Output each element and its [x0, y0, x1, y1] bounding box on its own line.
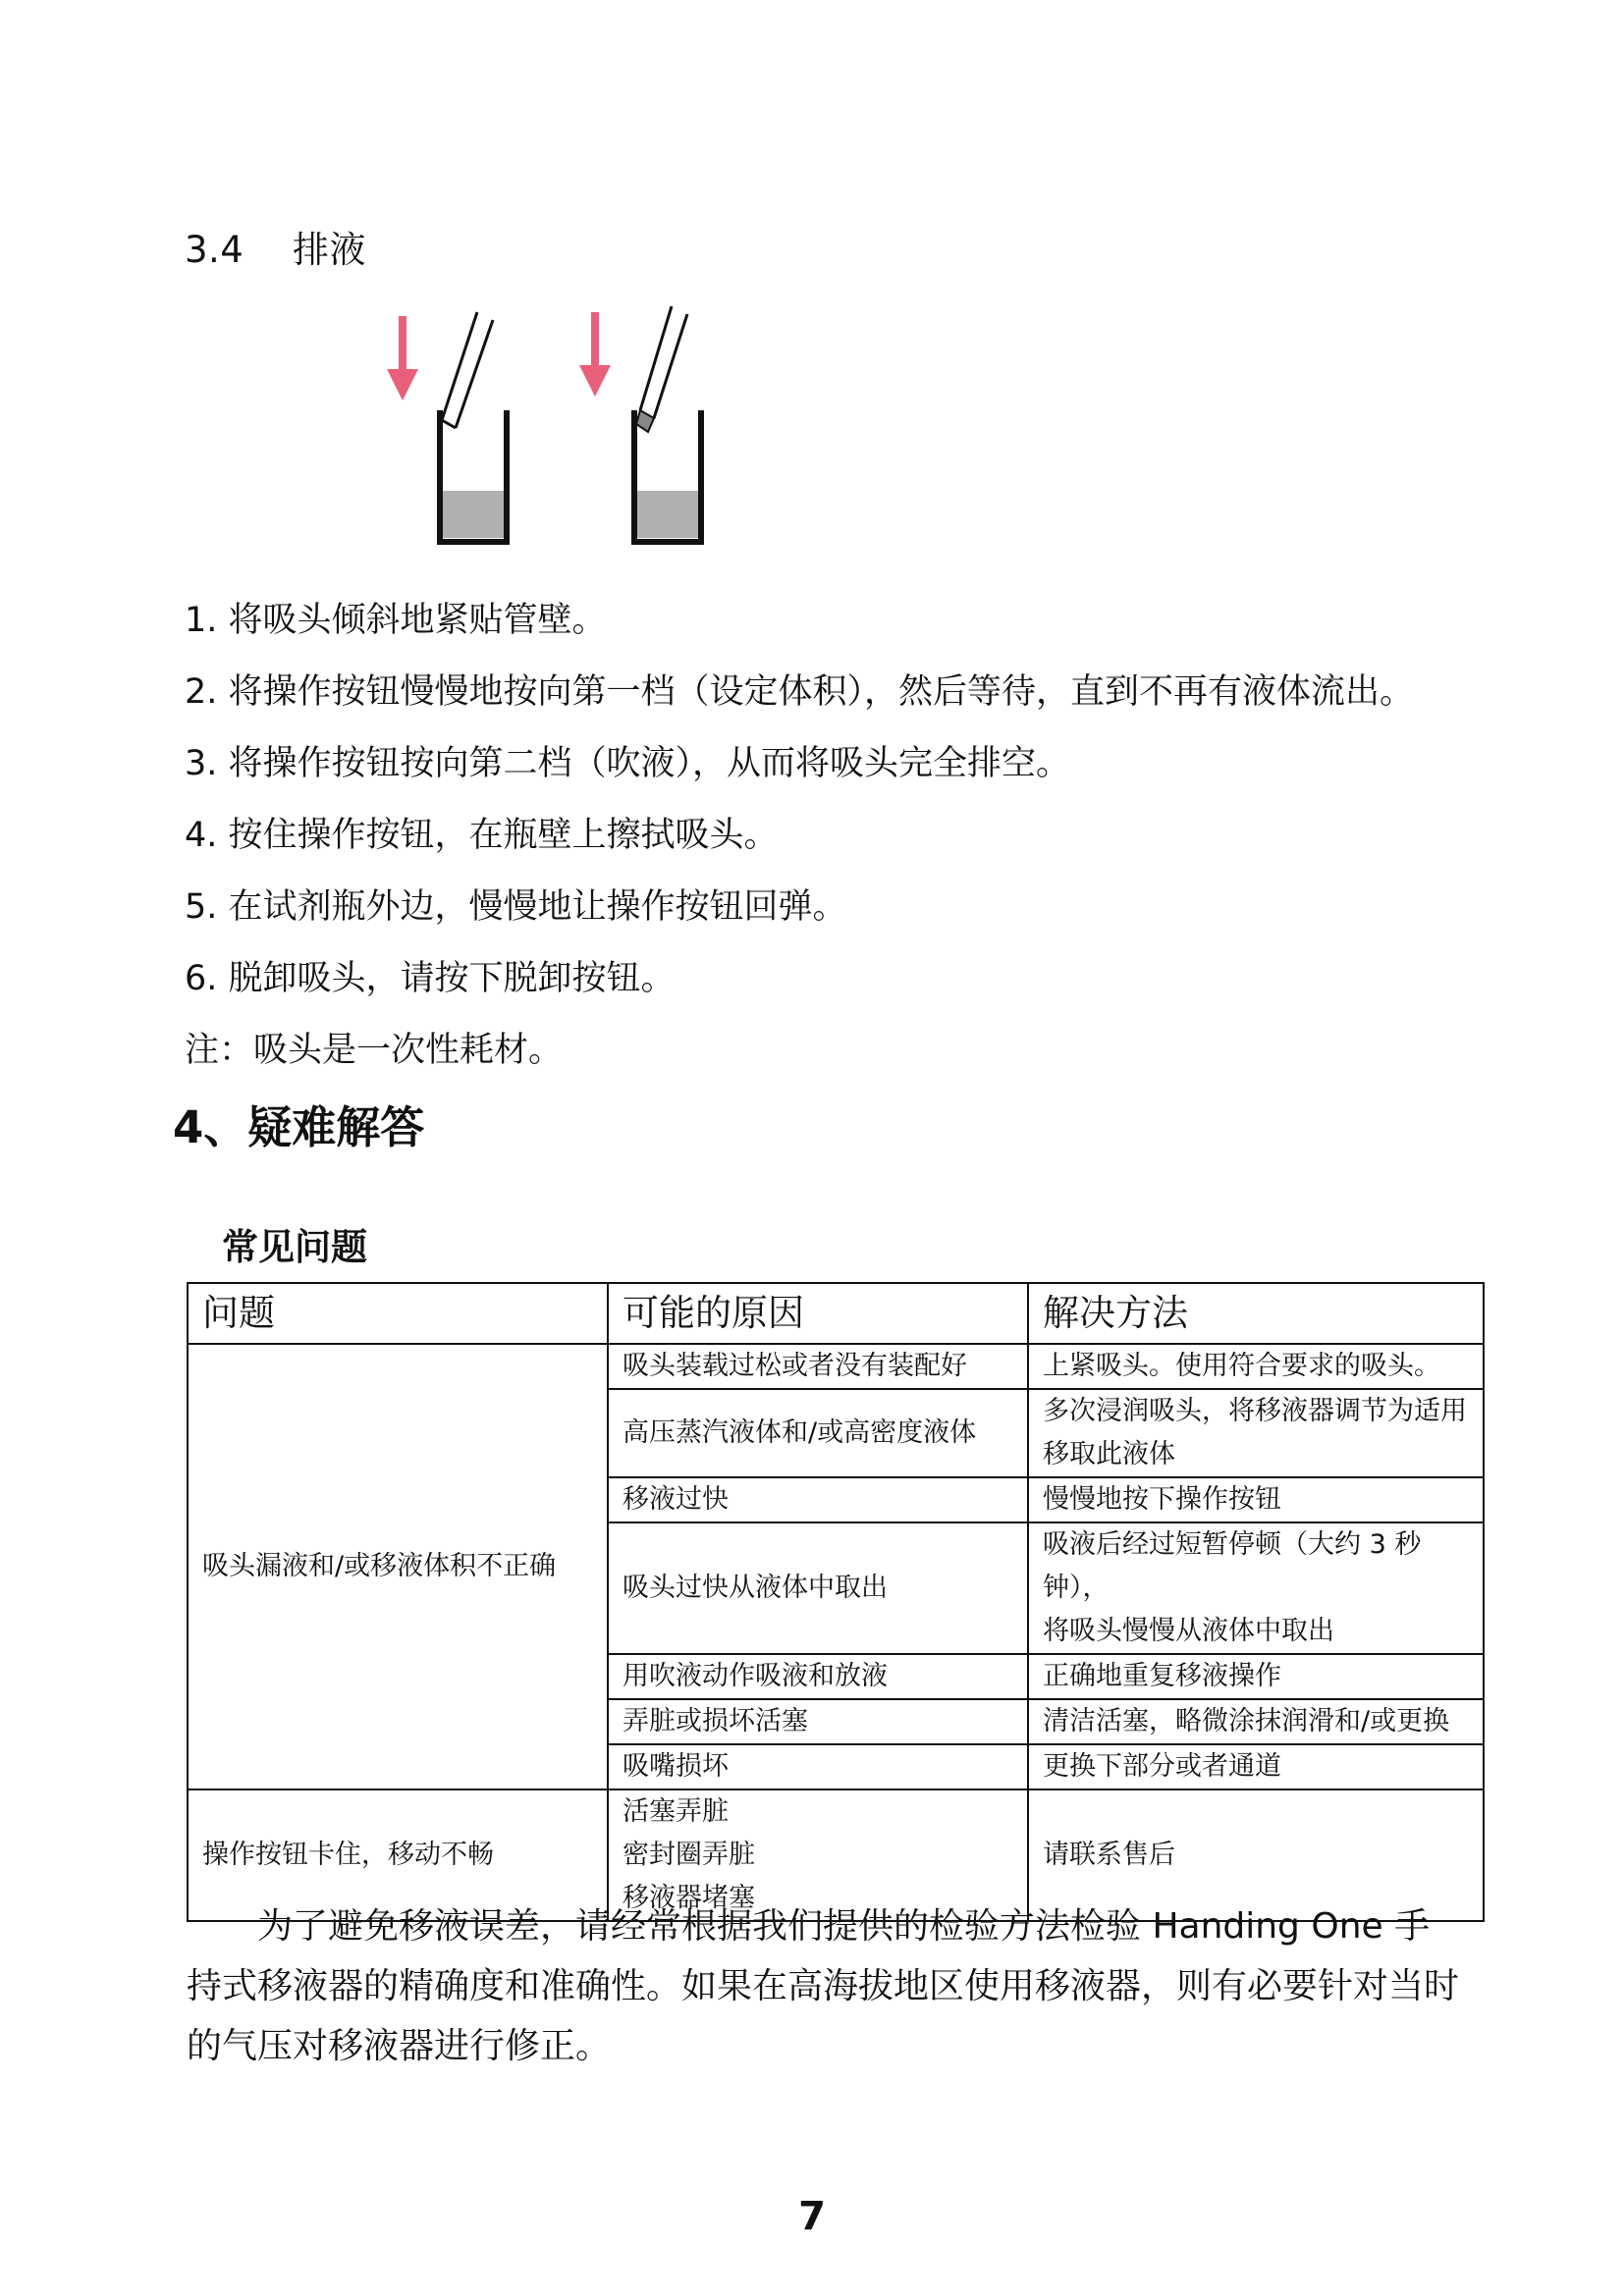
cause-cell: [608, 1344, 1028, 1389]
step-item: 4. 按住操作按钮，在瓶壁上擦拭吸头。: [185, 816, 779, 855]
cause-text: 移液过快: [623, 1484, 729, 1515]
problem-text: 吸头漏液和/或移液体积不正确: [202, 1551, 557, 1581]
cause-text: 弄脏或损坏活塞: [623, 1706, 808, 1736]
cause-text: 活塞弄脏: [623, 1796, 729, 1827]
cause-cell: [608, 1699, 1028, 1744]
solution-text: 清洁活塞，略微涂抹润滑和/或更换: [1043, 1706, 1450, 1736]
solution-text: 将吸头慢慢从液体中取出: [1043, 1616, 1334, 1646]
solution-text: 正确地重复移液操作: [1043, 1661, 1281, 1691]
cause-cell: [608, 1477, 1028, 1522]
solution-cell: [1028, 1477, 1484, 1522]
solution-text: 吸液后经过短暂停顿（大约 3 秒钟），: [1043, 1529, 1422, 1603]
dispense-illustration: [373, 294, 727, 550]
down-arrow-right-icon: [579, 365, 611, 397]
solution-cell: [1028, 1699, 1484, 1744]
cause-cell: [608, 1654, 1028, 1699]
cause-cell: [608, 1744, 1028, 1789]
cause-text: 高压蒸汽液体和/或高密度液体: [623, 1417, 977, 1448]
cause-text: 移液器堵塞: [623, 1883, 755, 1913]
solution-cell: [1028, 1344, 1484, 1389]
calibration-paragraph: 为了避免移液误差，请经常根据我们提供的检验方法检验 Handing One 手持式移液器的精确度和准确性。如果在高海拔地区使用移液器，则有必要针对当时的气压对移液器进行修正。: [187, 1906, 1460, 2066]
troubleshooting-table: [187, 1282, 1485, 1922]
solution-text: 多次浸润吸头，将移液器调节为适用: [1043, 1396, 1467, 1426]
cause-text: 吸头过快从液体中取出: [623, 1573, 888, 1603]
header-cause: 可能的原因: [608, 1283, 1028, 1344]
table-title: 常见问题: [222, 1226, 367, 1268]
solution-text: 慢慢地按下操作按钮: [1043, 1484, 1281, 1515]
pipette-tip-right-edge1: [640, 306, 672, 410]
liquid-right: [636, 491, 699, 538]
cause-text: 密封圈弄脏: [623, 1840, 755, 1870]
header-problem: 问题: [188, 1283, 608, 1344]
liquid-left: [442, 491, 505, 538]
table-header-row: [188, 1283, 1484, 1344]
section-title: 排液: [293, 229, 366, 271]
problem-cell: [188, 1344, 608, 1789]
cause-text: 用吹液动作吸液和放液: [623, 1661, 888, 1691]
pipette-tip-left-edge1: [442, 312, 477, 420]
cause-cell: [608, 1389, 1028, 1477]
step-item: 2. 将操作按钮慢慢地按向第一档（设定体积），然后等待，直到不再有液体流出。: [185, 672, 1415, 712]
solution-cell: [1028, 1389, 1484, 1477]
step-item: 5. 在试剂瓶外边，慢慢地让操作按钮回弹。: [185, 887, 847, 927]
cause-cell: [608, 1522, 1028, 1654]
pipette-tip-left-edge2: [456, 320, 493, 428]
step-figure-right: [579, 306, 701, 542]
solution-text: 请联系售后: [1043, 1840, 1175, 1870]
page-number: 7: [798, 2194, 826, 2239]
chapter-heading: 4、疑难解答: [173, 1101, 425, 1153]
pipette-tip-right-edge2: [654, 314, 687, 418]
problem-text: 操作按钮卡住，移动不畅: [202, 1840, 494, 1870]
step-item: 1. 将吸头倾斜地紧贴管壁。: [185, 601, 607, 640]
cause-text: 吸嘴损坏: [623, 1751, 729, 1782]
solution-text: 移取此液体: [1043, 1439, 1175, 1469]
down-arrow-left-icon: [387, 369, 418, 400]
steps-list: [185, 585, 1414, 1087]
section-heading: [185, 220, 366, 273]
cause-text: 吸头装载过松或者没有装配好: [623, 1351, 967, 1381]
solution-cell: [1028, 1744, 1484, 1789]
header-solution: 解决方法: [1028, 1283, 1484, 1344]
table-row: [188, 1344, 1484, 1389]
solution-text: 更换下部分或者通道: [1043, 1751, 1281, 1782]
note: 注：吸头是一次性耗材。: [185, 1031, 564, 1070]
step-item: 6. 脱卸吸头，请按下脱卸按钮。: [185, 959, 676, 998]
solution-cell: [1028, 1654, 1484, 1699]
solution-cell: [1028, 1522, 1484, 1654]
solution-text: 上紧吸头。使用符合要求的吸头。: [1043, 1351, 1440, 1381]
step-item: 3. 将操作按钮按向第二档（吹液），从而将吸头完全排空。: [185, 744, 1071, 783]
section-number: 3.4: [185, 229, 244, 271]
step-figure-left: [387, 312, 507, 542]
